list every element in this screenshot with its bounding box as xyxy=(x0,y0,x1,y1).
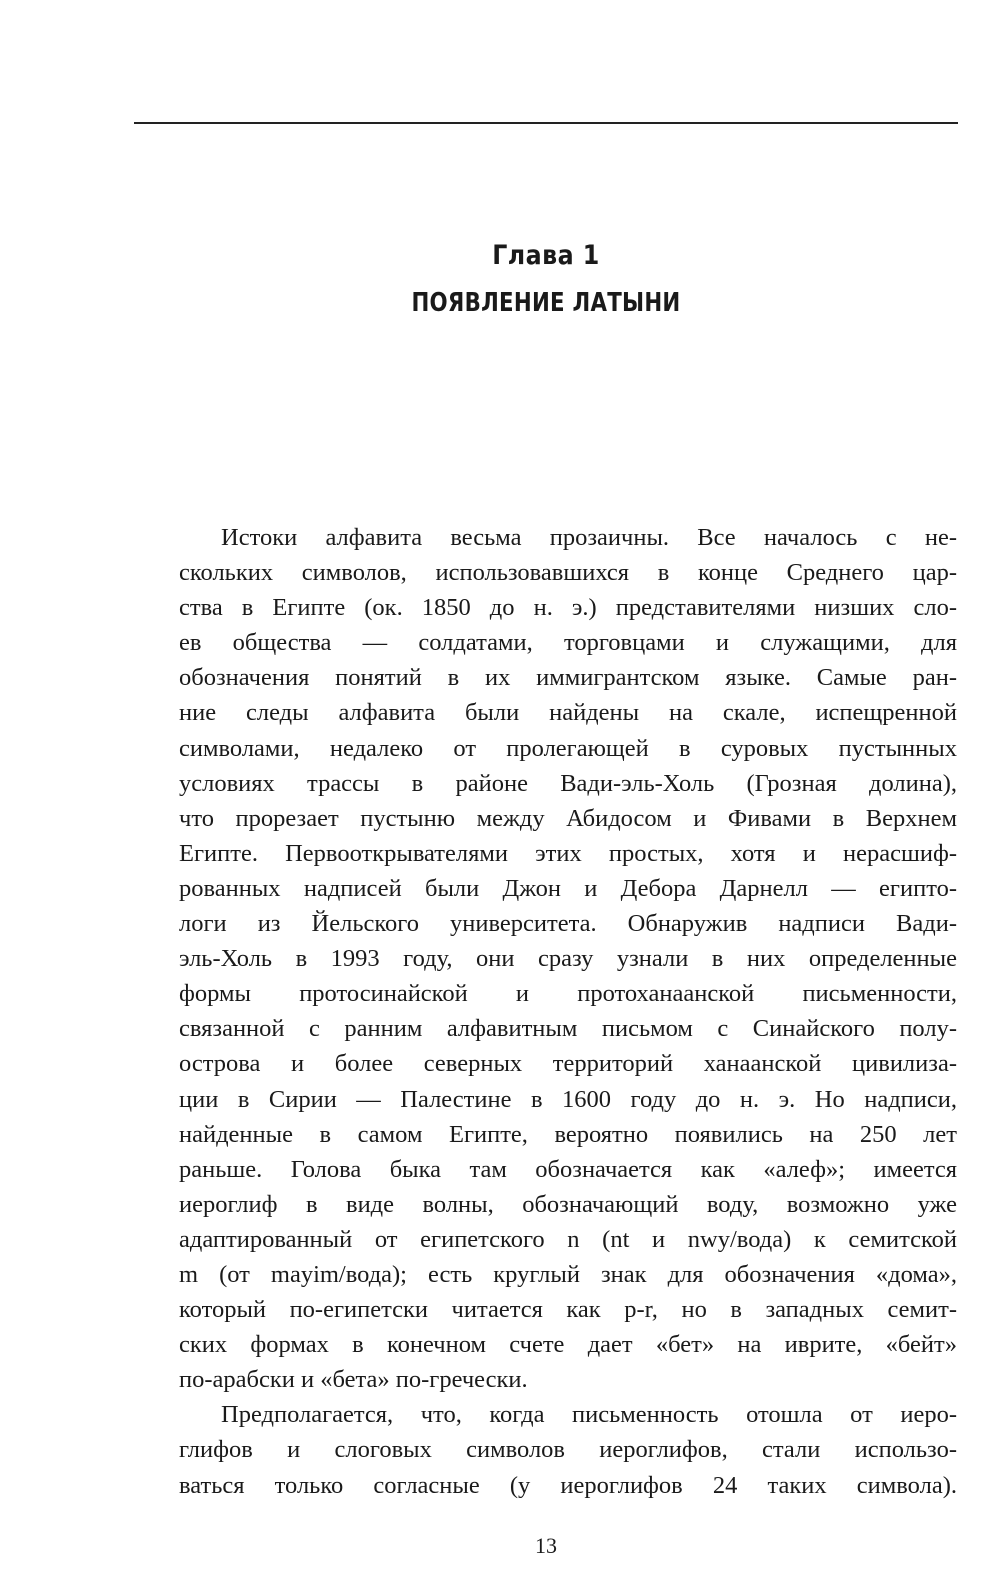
paragraph-1 xyxy=(137,520,957,1397)
text-line: скольких символов, использовавшихся в конце Среднего цар- xyxy=(179,559,957,587)
text-line: острова и более северных территорий ханаанской цивилиза- xyxy=(179,1050,957,1078)
text-line: Египте. Первооткрывателями этих простых, хотя и нерасшиф- xyxy=(179,839,957,867)
text-line: адаптированный от египетского n (nt и nwy/вода) к семитской xyxy=(179,1225,957,1253)
chapter-number: Глава 1 xyxy=(492,240,600,271)
text-line: логи из Йельского университета. Обнаружив надписи Вади- xyxy=(179,910,957,938)
text-line: глифов и слоговых символов иероглифов, стали использо- xyxy=(179,1436,957,1464)
text-line: что прорезает пустыню между Абидосом и Фивами в Верхнем xyxy=(179,804,957,832)
text-line: m (от mayim/вода); есть круглый знак для обозначения «дома», xyxy=(179,1260,957,1288)
text-line: Предполагается, что, когда письменность отошла от иеро- xyxy=(221,1401,957,1429)
text-line: символами, недалеко от пролегающей в суровых пустынных xyxy=(179,734,957,762)
text-line: обозначения понятий в их иммигрантском языке. Самые ран- xyxy=(179,664,957,692)
header-rule xyxy=(134,122,958,124)
text-line: формы протосинайской и протоханаанской письменности, xyxy=(179,980,957,1008)
paragraph-2 xyxy=(137,1397,957,1502)
text-line: найденные в самом Египте, вероятно появились на 250 лет xyxy=(179,1120,957,1148)
text-line: условиях трассы в районе Вади-эль-Холь (Грозная долина), xyxy=(179,769,957,797)
chapter-title: ПОЯВЛЕНИЕ ЛАТЫНИ xyxy=(411,288,681,318)
text-line: ваться только согласные (у иероглифов 24 таких символа). xyxy=(179,1471,957,1499)
text-line: раньше. Голова быка там обозначается как «алеф»; имеется xyxy=(179,1155,957,1183)
text-line: эль-Холь в 1993 году, они сразу узнали в них определенные xyxy=(179,945,957,973)
text-line: по-арабски и «бета» по-гречески. xyxy=(179,1366,528,1394)
text-line: ции в Сирии — Палестине в 1600 году до н. э. Но надписи, xyxy=(179,1085,957,1113)
text-line: ев общества — солдатами, торговцами и служащими, для xyxy=(179,629,957,657)
text-line: связанной с ранним алфавитным письмом с Синайского полу- xyxy=(179,1015,957,1043)
text-line: Истоки алфавита весьма прозаичны. Все началось с не- xyxy=(221,524,957,551)
text-line: рованных надписей были Джон и Дебора Дарнелл — египто- xyxy=(179,874,957,902)
text-line: ства в Египте (ок. 1850 до н. э.) представителями низших сло- xyxy=(179,594,957,622)
page-number: 13 xyxy=(535,1533,557,1558)
text-line: ских формах в конечном счете дает «бет» на иврите, «бейт» xyxy=(179,1331,957,1359)
text-line: который по-египетски читается как p-r, но в западных семит- xyxy=(179,1296,957,1324)
text-line: иероглиф в виде волны, обозначающий воду, возможно уже xyxy=(179,1190,957,1218)
body-text xyxy=(137,520,957,1503)
text-line: ние следы алфавита были найдены на скале, испещренной xyxy=(179,699,957,727)
